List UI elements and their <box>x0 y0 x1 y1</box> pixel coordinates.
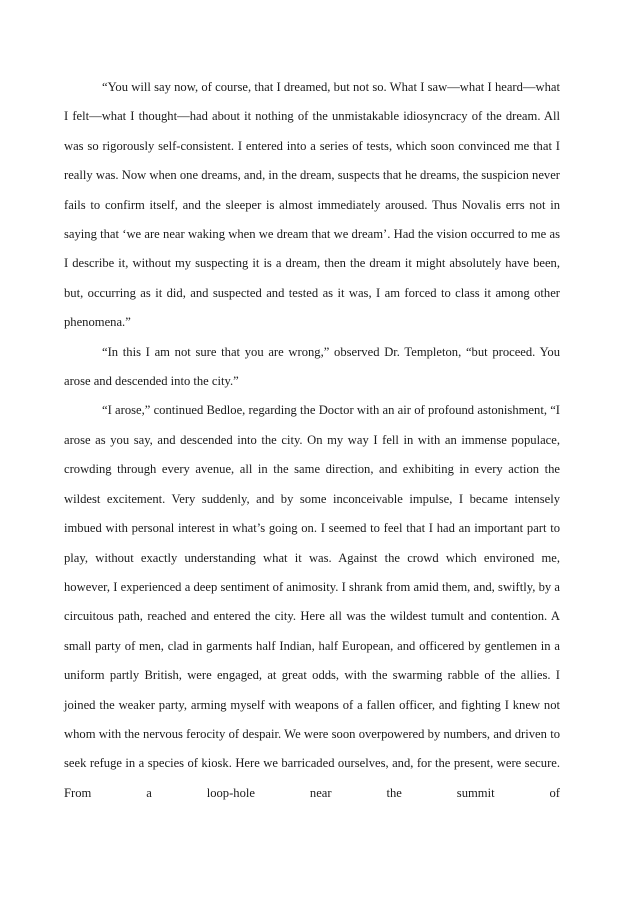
paragraph-bedloe: “I arose,” continued Bedloe, regarding the Doctor with an air of profound astonishment, “I arose as you say, and descended into the city. On my way I fell in with an immense populace, crowding through every avenue, all in the same direction, and exhibiting in every action the wildest excitement. Very suddenly, and by some inconceivable impulse, I became intensely imbued with personal interest in what’s going on. I seemed to feel that I had an important part to play, without exactly understanding what it was. Against the crowd which environed me, however, I experienced a deep sentiment of animosity. I shrank from amid them, and, swiftly, by a circuitous path, reached and entered the city. Here all was the wildest tumult and contention. A small party of men, clad in garments half Indian, half European, and officered by gentlemen in a uniform partly British, were engaged, at great odds, with the swarming rabble of the allies. I joined the weaker party, arming myself with weapons of a fallen officer, and fighting I knew not whom with the nervous ferocity of despair. We were soon overpowered by numbers, and driven to seek refuge in a species of kiosk. Here we barricaded ourselves, and, for the present, were secure. From a loop-hole near the summit of <box>64 403 560 800</box>
body-text <box>64 73 560 808</box>
paragraph-templeton: “In this I am not sure that you are wrong,” observed Dr. Templeton, “but proceed. You arose and descended into the city.” <box>64 344 560 389</box>
paragraph-dream: “You will say now, of course, that I dreamed, but not so. What I saw—what I heard—what I felt—what I thought—had about it nothing of the unmistakable idiosyncracy of the dream. All was so rigorously self-consistent. I entered into a series of tests, which soon convinced me that I really was. Now when one dreams, and, in the dream, suspects that he dreams, the suspicion never fails to confirm itself, and the sleeper is almost immediately aroused. Thus Novalis errs not in saying that ‘we are near waking when we dream that we dream’. Had the vision occurred to me as I describe it, without my suspecting it is a dream, then the dream it might absolutely have been, but, occurring as it did, and suspected and tested as it was, I am forced to class it among other phenomena.” <box>64 80 560 330</box>
